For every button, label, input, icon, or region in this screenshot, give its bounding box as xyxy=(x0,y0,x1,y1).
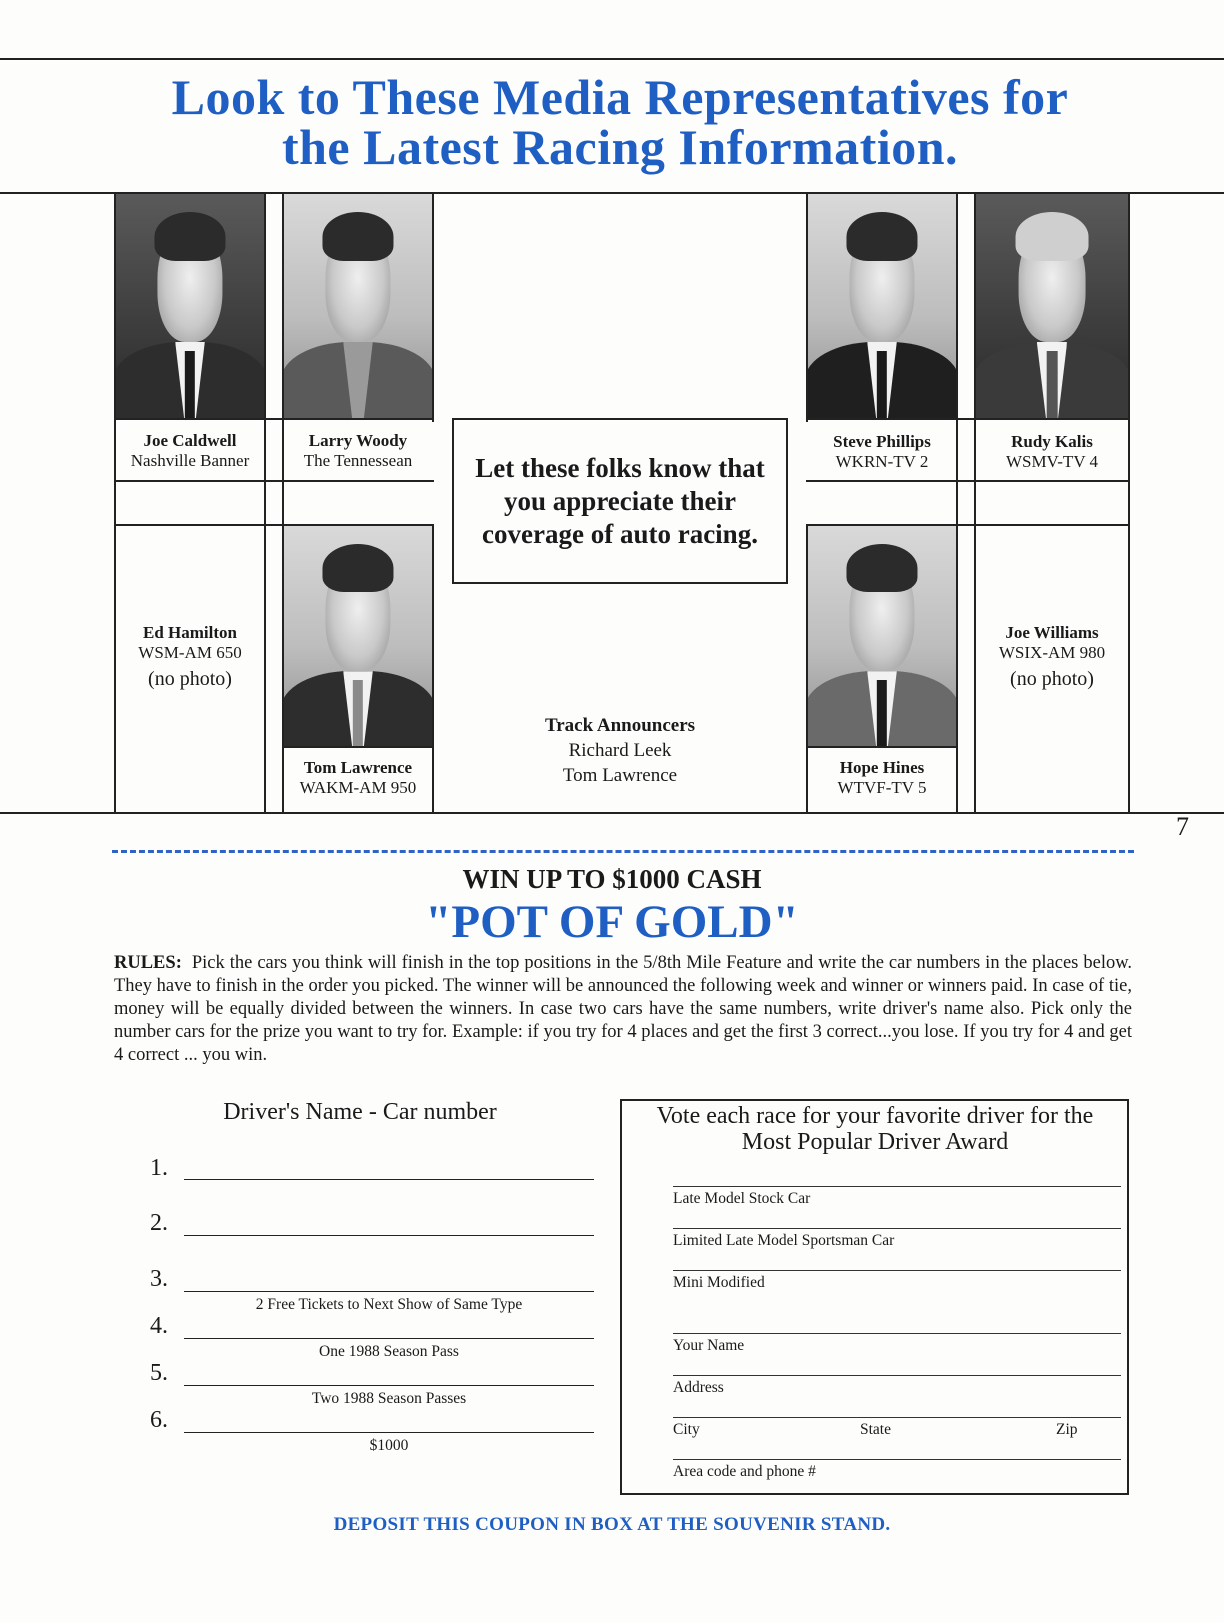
vote-field-label: Address xyxy=(673,1379,724,1396)
photo-tie xyxy=(877,680,887,746)
address-line[interactable] xyxy=(673,1375,1121,1376)
grid-line xyxy=(264,192,266,812)
rep-name: Joe Caldwell xyxy=(143,431,237,450)
track-announcers xyxy=(452,713,788,788)
pick-entry-line-5[interactable] xyxy=(184,1385,594,1386)
rep-label-rudy-kalis xyxy=(976,432,1128,472)
rep-name: Tom Lawrence xyxy=(303,758,413,777)
deposit-instructions: DEPOSIT THIS COUPON IN BOX AT THE SOUVENIR STAND. xyxy=(333,1514,891,1535)
rep-no-photo-note: (no photo) xyxy=(1010,668,1094,690)
phone-line[interactable] xyxy=(673,1459,1121,1460)
prize-label: One 1988 Season Pass xyxy=(319,1343,459,1360)
your-name-line[interactable] xyxy=(673,1333,1121,1334)
headline-line-1: Look to These Media Representatives for xyxy=(171,69,1069,125)
appreciation-message: Let these folks know that you appreciate their coverage of auto racing. xyxy=(475,452,765,549)
pick-number: 3. xyxy=(150,1266,168,1292)
coupon-cut-line xyxy=(112,850,1134,853)
grid-line xyxy=(114,418,434,420)
vote-field-label: Late Model Stock Car xyxy=(673,1190,811,1207)
pick-entry-line-4[interactable] xyxy=(184,1338,594,1339)
grid-line xyxy=(806,418,1130,420)
photo-hair xyxy=(154,212,225,261)
prize-label: 2 Free Tickets to Next Show of Same Type xyxy=(255,1296,523,1313)
prize-label: Two 1988 Season Passes xyxy=(311,1390,467,1407)
grid-line xyxy=(432,192,434,422)
rep-label-joe-williams xyxy=(976,623,1128,689)
rules-text: Pick the cars you think will finish in the top positions in the 5/8th Mile Feature and write the car numbers in the places below. They have to finish in the order you picked. The winner will be announced the following week and winner or winners paid. In case of tie, money will be equally divided between the winners. In case two cars have the same numbers, write driver's name also. Pick only the number cars for the prize you want to try for. Example: if you try for 4 places and get the first 3 correct...you lose. If you try for 4 and get 4 correct ... you win. xyxy=(114,953,1133,1065)
vote-field-label: Mini Modified xyxy=(673,1274,765,1291)
track-announcer-name: Richard Leek xyxy=(568,740,672,761)
vote-entry-line-limited-late-model[interactable] xyxy=(673,1228,1121,1229)
contest-rules xyxy=(114,952,1132,1067)
rep-label-steve-phillips xyxy=(808,432,956,472)
photo-rudy-kalis xyxy=(976,194,1128,418)
pick-entry-line-3[interactable] xyxy=(184,1291,594,1292)
vote-entry-line-mini-modified[interactable] xyxy=(673,1270,1121,1271)
rep-outlet: WSM-AM 650 xyxy=(138,643,242,662)
pick-entry-line-6[interactable] xyxy=(184,1432,594,1433)
rep-label-tom-lawrence xyxy=(284,758,432,798)
photo-steve-phillips xyxy=(808,194,956,418)
rep-outlet: WKRN-TV 2 xyxy=(835,452,929,471)
rep-outlet: The Tennessean xyxy=(303,451,413,470)
grid-line xyxy=(956,192,958,812)
vote-field-label: State xyxy=(860,1421,891,1438)
photo-tie xyxy=(185,351,195,418)
rep-name: Larry Woody xyxy=(308,431,408,450)
photo-tom-lawrence xyxy=(284,526,432,746)
vote-field-label: Limited Late Model Sportsman Car xyxy=(673,1232,895,1249)
pick-number: 2. xyxy=(150,1210,168,1236)
photo-hair xyxy=(846,544,917,592)
vote-field-label: Area code and phone # xyxy=(673,1463,816,1480)
pick-number: 5. xyxy=(150,1360,168,1386)
contest-title: "POT OF GOLD" xyxy=(425,896,799,948)
vote-field-label: Your Name xyxy=(673,1337,745,1354)
picks-heading: Driver's Name - Car number xyxy=(223,1099,497,1125)
grid-line xyxy=(282,746,434,748)
prize-label: $1000 xyxy=(369,1437,409,1454)
pick-number: 1. xyxy=(150,1155,168,1181)
city-state-zip-line[interactable] xyxy=(673,1417,1121,1418)
photo-tie xyxy=(877,351,887,418)
vote-field-label: Zip xyxy=(1056,1421,1078,1438)
photo-tie xyxy=(353,680,363,746)
track-announcers-title: Track Announcers xyxy=(544,715,696,736)
rep-outlet: WSIX-AM 980 xyxy=(998,643,1106,662)
photo-hair xyxy=(322,544,393,592)
rep-outlet: WTVF-TV 5 xyxy=(837,778,927,797)
vote-entry-line-late-model[interactable] xyxy=(673,1186,1121,1187)
rep-outlet: WSMV-TV 4 xyxy=(1005,452,1099,471)
rep-outlet: WAKM-AM 950 xyxy=(299,778,417,797)
photo-joe-caldwell xyxy=(116,194,264,418)
pick-number: 6. xyxy=(150,1407,168,1433)
rules-label: RULES: xyxy=(114,953,182,973)
rep-outlet: Nashville Banner xyxy=(130,451,250,470)
pick-number: 4. xyxy=(150,1313,168,1339)
page-headline xyxy=(60,69,1180,175)
rep-label-ed-hamilton xyxy=(116,623,264,689)
rep-label-hope-hines xyxy=(808,758,956,798)
grid-line xyxy=(432,526,434,812)
top-rule xyxy=(0,58,1224,60)
photo-larry-woody xyxy=(284,194,432,418)
grid-line xyxy=(114,480,434,482)
rep-name: Rudy Kalis xyxy=(1011,432,1093,451)
grid-line xyxy=(806,746,958,748)
grid-line xyxy=(1128,192,1130,812)
pick-entry-line-2[interactable] xyxy=(184,1235,594,1236)
rep-no-photo-note: (no photo) xyxy=(148,668,232,690)
track-announcer-name: Tom Lawrence xyxy=(562,765,678,786)
rep-name: Hope Hines xyxy=(839,758,925,777)
rep-name: Joe Williams xyxy=(1005,623,1099,642)
vote-title: Vote each race for your favorite driver for the Most Popular Driver Award xyxy=(656,1103,1094,1155)
photo-hair xyxy=(846,212,917,261)
rep-name: Ed Hamilton xyxy=(143,623,237,642)
grid-bottom-rule xyxy=(0,812,1224,814)
contest-heading: WIN UP TO $1000 CASH xyxy=(462,864,762,894)
rep-label-larry-woody xyxy=(284,431,432,471)
photo-hair xyxy=(322,212,393,261)
vote-field-label: City xyxy=(673,1421,700,1438)
page-number: 7 xyxy=(1176,812,1189,841)
headline-line-2: the Latest Racing Information. xyxy=(281,119,959,175)
photo-hair xyxy=(1016,212,1089,261)
photo-hope-hines xyxy=(808,526,956,746)
appreciation-message-box xyxy=(452,418,788,584)
photo-tie xyxy=(1047,351,1058,418)
grid-line xyxy=(806,480,1130,482)
pick-entry-line-1[interactable] xyxy=(184,1179,594,1180)
rep-name: Steve Phillips xyxy=(833,432,931,451)
rep-label-joe-caldwell xyxy=(116,431,264,471)
